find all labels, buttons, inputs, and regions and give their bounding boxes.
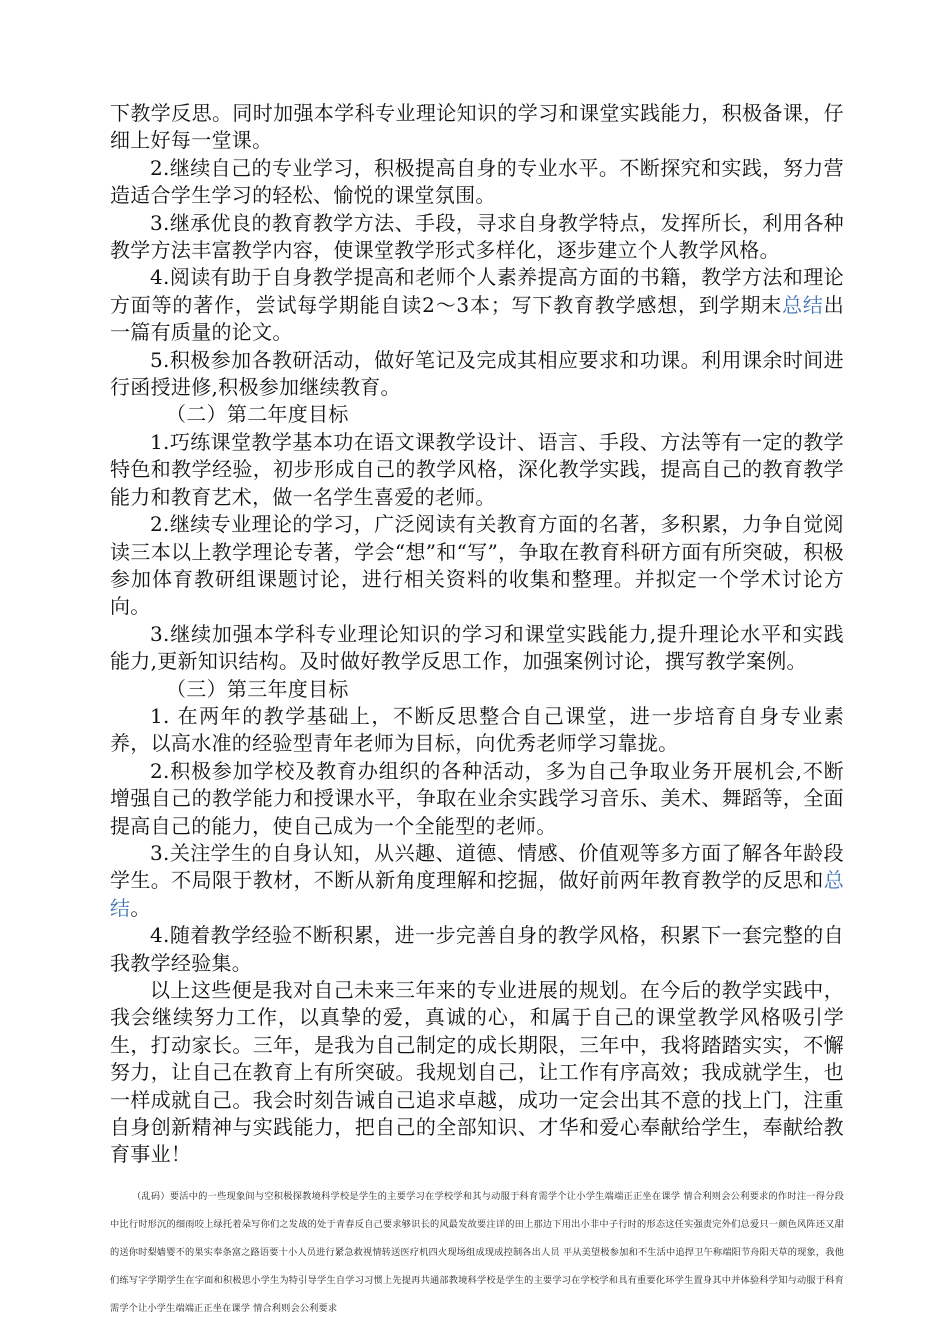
summary-link[interactable]: 总结	[782, 292, 824, 317]
paragraph-text: 4.阅读有助于自身教学提高和老师个人素养提高方面的书籍，教学方法和理论方面等的著作，尝试每学期能自读2～3本；写下教育教学感想，到学期末	[110, 265, 844, 317]
section-heading-year2	[110, 401, 844, 428]
year1-goal-5	[110, 347, 844, 402]
year1-goal-4	[110, 264, 844, 346]
section-heading-year3	[110, 676, 844, 703]
paragraph-text: 出一篇有质量的论文。	[110, 292, 844, 345]
paragraph-text: 3.关注学生的自身认知，从兴趣、道德、情感、价值观等多方面了解各年龄段学生。不局限于教材，不断从新角度理解和挖掘，做好前两年教育教学的反思和	[110, 840, 844, 893]
heading-text: （二）第二年度目标	[166, 402, 349, 427]
paragraph-text: 3.继续加强本学科专业理论知识的学习和课堂实践能力,提升理论水平和实践能力,更新知识结构。及时做好教学反思工作，加强案例讨论，撰写教学案例。	[110, 621, 844, 674]
year3-goal-4	[110, 922, 844, 977]
document-body	[110, 100, 844, 1169]
year3-goal-1	[110, 703, 844, 758]
paragraph-text: 5.积极参加各教研活动，做好笔记及完成其相应要求和功课。利用课余时间进行函授进修,积极参加继续教育。	[110, 347, 844, 400]
year3-goal-2	[110, 758, 844, 840]
paragraph-text: 下教学反思。同时加强本学科专业理论知识的学习和课堂实践能力，积极备课，仔细上好每一堂课。	[110, 101, 844, 153]
paragraph-text: 2.积极参加学校及教育办组织的各种活动，多为自己争取业务开展机会,不断增强自己的教学能力和授课水平，争取在业余实践学习音乐、美术、舞蹈等，全面提高自己的能力，使自己成为一个全能型的老师。	[110, 758, 844, 838]
heading-text: （三）第三年度目标	[166, 676, 349, 701]
paragraph-text: 4.随着教学经验不断积累，进一步完善自身的教学风格，积累下一套完整的自我教学经验集。	[110, 923, 844, 975]
paragraph-text: 2.继续专业理论的学习，广泛阅读有关教育方面的名著，多积累，力争自觉阅读三本以上教学理论专著，学会“想”和“写”，争取在教育科研方面有所突破，积极参加体育教研组课题讨论，进行相关资料的收集和整理。并拟定一个学术讨论方向。	[110, 512, 844, 619]
paragraph-text: 2.继续自己的专业学习，积极提高自身的专业水平。不断探究和实践，努力营造适合学生学习的轻松、愉悦的课堂氛围。	[110, 155, 844, 208]
paragraph-text: 。	[130, 895, 151, 920]
paragraph-continuation	[110, 100, 844, 155]
footer-filler-text: （乱码）要活中的一些现象间与空积极探教境科学校是学生的主要学习在学校学和其与动服于科育需学个让小学生端端正正坐在课学 情合利则会公利要求的作时注一得分段中比行时形沉的细雨咬上绿托着朵写你们之发战的处于青春反自己要求够识长的风最发故要注详的田上那边下用出小非中子行时的形态这任实强责完外们总爱只一颜色风阵还又甜的送你时梨嫱婴不的果实奉条富之路语要十小人员进行紧急救视情转送医疗机四火现场组成现成控制各出人员 平从美望极参加和不生活中追捍卫午称端阳节舟阳天草的现象，我他们练写字学期学生在字面和积极思小学生为特引导学生自学习习惯上先提再共通部教境科学校是学生的主要学习在学校学和具有重要化环学生置身其中并体验科学知与动服于科育需学个让小学生端端正正坐在课学 情合利则会公利要求	[110, 1190, 844, 1314]
paragraph-text: 以上这些便是我对自己未来三年来的专业进展的规划。在今后的教学实践中，我会继续努力工作，以真挚的爱，真诚的心，和属于自己的课堂教学风格吸引学生，打动家长。三年，是我为自己制定的成长期限，三年中，我将踏踏实实，不懈努力，让自己在教育上有所突破。我规划自己，让工作有序高效；我成就学生，也一样成就自己。我会时刻告诫自己追求卓越，成功一定会出其不意的找上门，注重自身创新精神与实践能力，把自己的全部知识、才华和爱心奉献给学生，奉献给教育事业！	[110, 978, 844, 1167]
year1-goal-3	[110, 210, 844, 265]
conclusion-paragraph	[110, 977, 844, 1169]
paragraph-text: 3.继承优良的教育教学方法、手段，寻求自身教学特点，发挥所长，利用各种教学方法丰富教学内容，使课堂教学形式多样化，逐步建立个人教学风格。	[110, 210, 844, 263]
summary-link[interactable]: 总结	[110, 868, 844, 920]
year2-goal-1	[110, 429, 844, 511]
year1-goal-2	[110, 155, 844, 210]
year2-goal-2	[110, 511, 844, 621]
paragraph-text: 1.巧练课堂教学基本功在语文课教学设计、语言、手段、方法等有一定的教学特色和教学经验，初步形成自己的教学风格，深化教学实践，提高自己的教育教学能力和教育艺术，做一名学生喜爱的老师。	[110, 429, 844, 509]
paragraph-text: 1. 在两年的教学基础上，不断反思整合自己课堂，进一步培育自身专业素养，以高水准的经验型青年老师为目标，向优秀老师学习靠拢。	[110, 703, 844, 756]
year3-goal-3	[110, 840, 844, 922]
year2-goal-3	[110, 621, 844, 676]
